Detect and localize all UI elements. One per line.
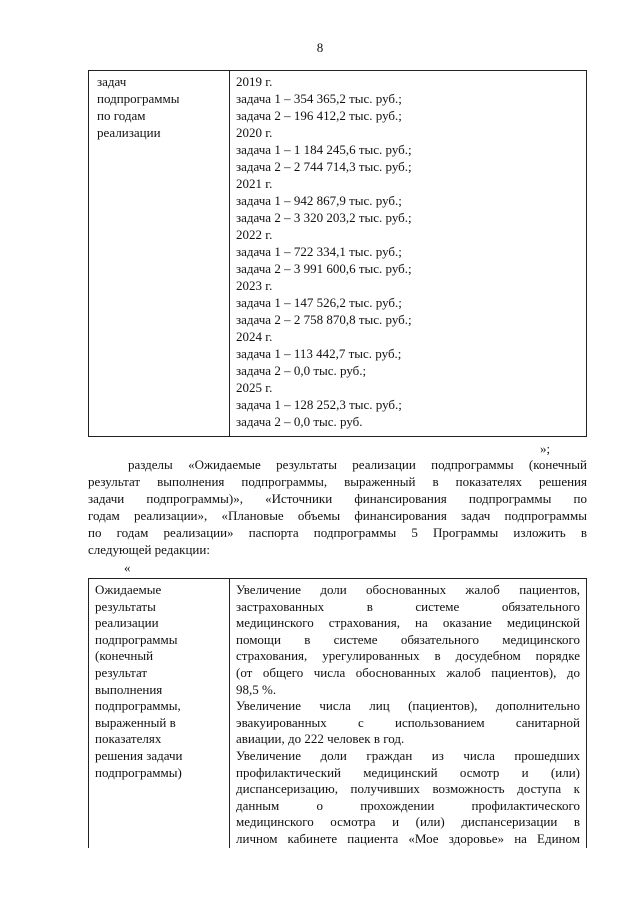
financing-line: задача 1 – 113 442,7 тыс. руб.; bbox=[236, 346, 402, 361]
financing-line: 2024 г. bbox=[236, 329, 273, 344]
financing-line: задача 1 – 942 867,9 тыс. руб.; bbox=[236, 193, 402, 208]
result-line: застрахованных в системе обязательного bbox=[236, 598, 580, 614]
financing-line: 2025 г. bbox=[236, 380, 273, 395]
financing-line: задача 1 – 354 365,2 тыс. руб.; bbox=[236, 91, 402, 106]
result-line: (от общего числа обоснованных жалоб пациентов), до bbox=[236, 664, 580, 680]
label-line: по годам bbox=[97, 108, 146, 123]
result-line: Увеличение числа лиц (пациентов), дополнительно bbox=[236, 698, 580, 714]
financing-line: 2020 г. bbox=[236, 125, 273, 140]
result-line: медицинского осмотра и (или) диспансеризации в bbox=[236, 814, 580, 830]
label-line: результат bbox=[95, 664, 148, 680]
result-line: помощи в системе обязательного медицинского bbox=[236, 631, 580, 647]
label-line: подпрограммы bbox=[97, 91, 180, 106]
result-line: авиации, до 222 человек в год. bbox=[236, 731, 405, 747]
opening-quote: « bbox=[124, 560, 131, 575]
label-line: подпрограммы bbox=[95, 631, 178, 647]
financing-line: задача 2 – 2 744 714,3 тыс. руб.; bbox=[236, 159, 412, 174]
financing-line: задача 1 – 722 334,1 тыс. руб.; bbox=[236, 244, 402, 259]
financing-line: задача 2 – 3 320 203,2 тыс. руб.; bbox=[236, 210, 412, 225]
result-line: Увеличение доли обоснованных жалоб пациентов, bbox=[236, 582, 580, 597]
financing-line: 2023 г. bbox=[236, 278, 273, 293]
result-line: личном кабинете пациента «Мое здоровье» на Едином bbox=[236, 830, 580, 846]
label-line: реализации bbox=[97, 125, 161, 140]
table-value-cell bbox=[230, 579, 587, 848]
financing-line: 2021 г. bbox=[236, 176, 273, 191]
label-line: подпрограммы, bbox=[95, 698, 181, 714]
label-line: задач bbox=[97, 74, 127, 89]
table-value-cell bbox=[230, 71, 587, 437]
paragraph-line: следующей редакции: bbox=[88, 542, 210, 557]
financing-table bbox=[88, 70, 587, 437]
result-line: эвакуированных с использованием санитарной bbox=[236, 714, 580, 730]
result-line: профилактический медицинский осмотр и (или) bbox=[236, 764, 580, 780]
body-paragraph bbox=[88, 456, 587, 558]
financing-line: задача 2 – 3 991 600,6 тыс. руб.; bbox=[236, 261, 412, 276]
label-line: решения задачи bbox=[95, 747, 183, 763]
financing-line: задача 1 – 1 184 245,6 тыс. руб.; bbox=[236, 142, 412, 157]
label-line: (конечный bbox=[95, 648, 154, 664]
expected-results-table bbox=[88, 578, 587, 848]
result-line: диспансеризацию, получивших возможность доступа к bbox=[236, 781, 580, 797]
paragraph-line: по годам реализации» паспорта подпрограммы 5 Программы изложить в bbox=[88, 525, 587, 540]
financing-line: задача 1 – 147 526,2 тыс. руб.; bbox=[236, 295, 402, 310]
label-line: результаты bbox=[95, 598, 156, 614]
paragraph-line: годам реализации», «Плановые объемы финансирования задач подпрограммы bbox=[88, 508, 587, 523]
financing-line: задача 2 – 0,0 тыс. руб. bbox=[236, 414, 363, 429]
table-row bbox=[89, 579, 587, 848]
financing-line: задача 1 – 128 252,3 тыс. руб.; bbox=[236, 397, 402, 412]
result-line: 98,5 %. bbox=[236, 681, 277, 697]
table-label-cell bbox=[89, 71, 230, 437]
label-line: реализации bbox=[95, 615, 159, 631]
result-line: страхования, урегулированных в досудебном порядке bbox=[236, 648, 580, 664]
label-line: выраженный в bbox=[95, 714, 176, 730]
label-line: выполнения bbox=[95, 681, 163, 697]
paragraph-line: задачи подпрограммы)», «Источники финансирования подпрограммы по bbox=[88, 491, 587, 506]
closing-quote: »; bbox=[540, 441, 551, 456]
financing-line: 2022 г. bbox=[236, 227, 273, 242]
paragraph-line: разделы «Ожидаемые результаты реализации подпрограммы (конечный bbox=[128, 457, 587, 472]
label-line: показателях bbox=[95, 731, 162, 747]
financing-line: задача 2 – 0,0 тыс. руб.; bbox=[236, 363, 367, 378]
label-line: Ожидаемые bbox=[95, 582, 162, 597]
result-line: Увеличение доли граждан из числа прошедших bbox=[236, 747, 580, 763]
financing-line: 2019 г. bbox=[236, 74, 273, 89]
page-number: 8 bbox=[316, 40, 324, 55]
table-label-cell bbox=[89, 579, 230, 848]
paragraph-line: результат выполнения подпрограммы, выраженный в показателях решения bbox=[88, 474, 587, 489]
financing-line: задача 2 – 2 758 870,8 тыс. руб.; bbox=[236, 312, 412, 327]
financing-line: задача 2 – 196 412,2 тыс. руб.; bbox=[236, 108, 402, 123]
result-line: данным о прохождении профилактического bbox=[236, 797, 580, 813]
result-line: медицинского страхования, на оказание медицинской bbox=[236, 615, 580, 631]
label-line: подпрограммы) bbox=[95, 764, 182, 780]
table-row bbox=[89, 71, 587, 437]
